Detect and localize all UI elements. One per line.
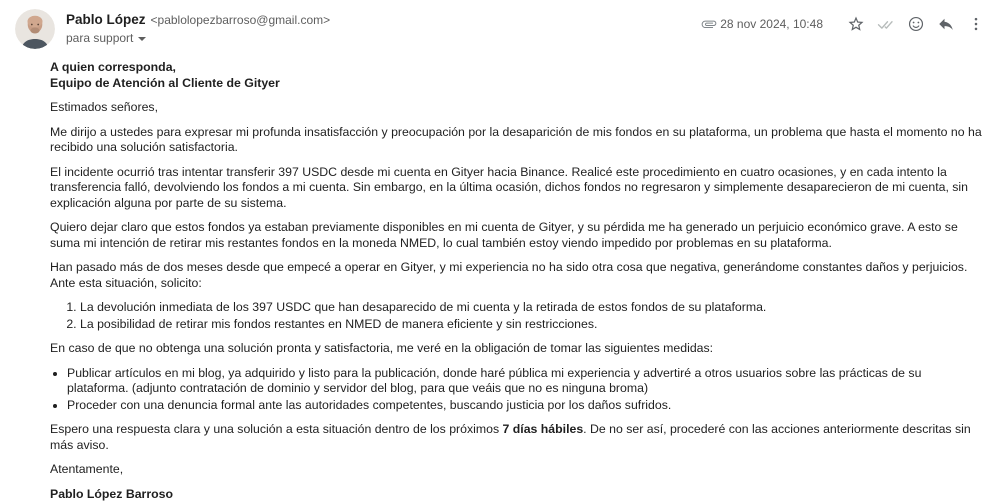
chevron-down-icon: [138, 37, 146, 41]
double-check-icon: [877, 15, 895, 33]
paragraph-experience: Han pasado más de dos meses desde que empecé a operar en Gityer, y mi experiencia no ha sido otra cosa que negativa, generándome constantes daños y perjuicios. Ante esta situación, solicito:: [50, 260, 985, 291]
deadline-days: 7 días hábiles: [503, 422, 584, 436]
email-header: [0, 0, 1001, 49]
list-item: • Proceder con una denuncia formal ante las autoridades competentes, buscando justicia por los daños sufridos.: [67, 398, 985, 414]
reply-icon[interactable]: [937, 15, 955, 33]
message-date: 28 nov 2024, 10:48: [720, 17, 823, 31]
avatar-photo: [15, 9, 55, 49]
sender-name: Pablo López: [66, 12, 146, 27]
deadline-text-pre: Espero una respuesta clara y una solución a esta situación dentro de los próximos: [50, 422, 503, 436]
sender-avatar[interactable]: [15, 9, 55, 49]
signature: Pablo López Barroso: [50, 487, 985, 502]
email-body: [0, 49, 1001, 502]
sender-email: <pablolopezbarroso@gmail.com>: [151, 13, 331, 27]
header-actions: [700, 9, 985, 33]
list-item: 2. La posibilidad de retirar mis fondos restantes en NMED de manera eficiente y sin restricciones.: [80, 317, 985, 333]
greeting: Estimados señores,: [50, 100, 985, 116]
list-item: • Publicar artículos en mi blog, ya adquirido y listo para la publicación, donde haré pública mi experiencia y advertiré a otros usuarios sobre las prácticas de su plataforma. (adjunto contratación de dominio y servidor del blog, para que veáis que no es ninguna broma): [67, 366, 985, 397]
sender-block: [66, 9, 700, 47]
star-icon[interactable]: [847, 15, 865, 33]
salutation-line-1: A quien corresponda,: [50, 60, 985, 76]
paragraph-warning: En caso de que no obtenga una solución pronta y satisfactoria, me veré en la obligación de tomar las siguientes medidas:: [50, 341, 985, 357]
paragraph-deadline: [50, 422, 985, 453]
deadline-text-post: . De no ser así, procederé con las acciones anteriormente descritas sin más aviso.: [50, 422, 971, 452]
add-reaction-icon[interactable]: [907, 15, 925, 33]
paperclip-icon: [700, 15, 718, 33]
paragraph-incident: El incidente ocurrió tras intentar transferir 397 USDC desde mi cuenta en Gityer hacia Binance. Realicé este procedimiento en cuatro ocasiones, y en cada intento la transferencia falló, devolviendo los fondos a mi cuenta. Sin embargo, en la última ocasión, dichos fondos no regresaron y simplemente desaparecieron de mi cuenta, sin explicación alguna por parte de su sistema.: [50, 165, 985, 212]
list-item: 1. La devolución inmediata de los 397 USDC que han desaparecido de mi cuenta y la retirada de estos fondos de su plataforma.: [80, 300, 985, 316]
paragraph-funds: Quiero dejar claro que estos fondos ya estaban previamente disponibles en mi cuenta de Gityer, y su pérdida me ha generado un perjuicio económico grave. A esto se suma mi intención de retirar mis restantes fondos en la moneda NMED, lo cual también estoy viendo impedido por problemas en su plataforma.: [50, 220, 985, 251]
paragraph-intro: Me dirijo a ustedes para expresar mi profunda insatisfacción y preocupación por la desaparición de mis fondos en su plataforma, un problema que hasta el momento no ha recibido una solución satisfactoria.: [50, 125, 985, 156]
requests-list: [50, 300, 985, 332]
recipient-label: para support: [66, 31, 133, 45]
salutation-line-2: Equipo de Atención al Cliente de Gityer: [50, 76, 985, 92]
sender-row: [66, 12, 700, 27]
recipient-dropdown[interactable]: [66, 31, 146, 45]
closing: Atentamente,: [50, 462, 985, 478]
measures-list: [50, 366, 985, 414]
salutation: [50, 60, 985, 91]
more-options-icon[interactable]: [967, 15, 985, 33]
